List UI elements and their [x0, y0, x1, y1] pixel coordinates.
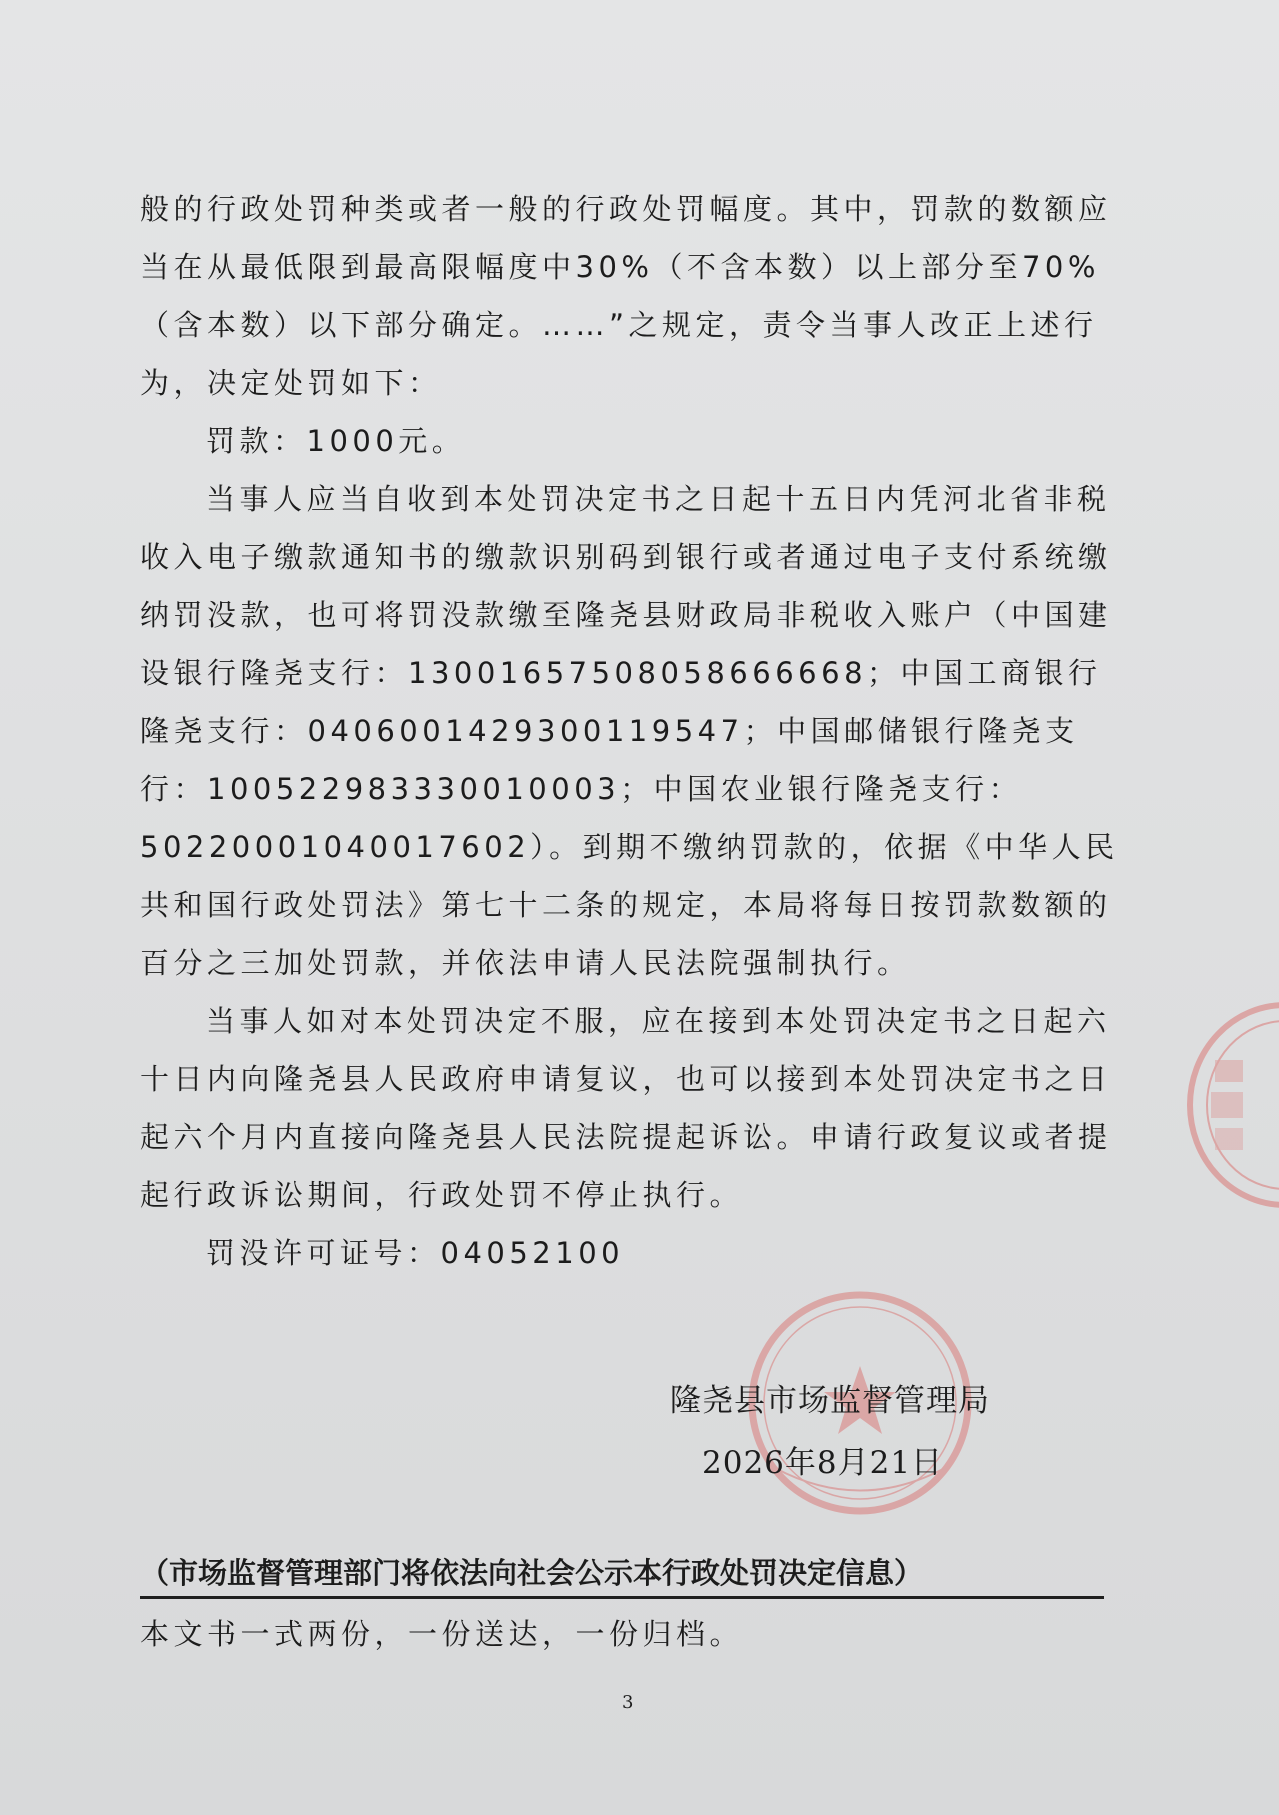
issuing-authority: 隆尧县市场监督管理局: [670, 1383, 990, 1419]
paragraph-payment-instructions: 当事人应当自收到本处罚决定书之日起十五日内凭河北省非税收入电子缴款通知书的缴款识别码到银行或者通过电子支付系统缴纳罚没款，也可将罚没款缴至隆尧县财政局非税收入账户（中国建设银行隆尧支行：13001657508058666668；中国工商银行隆尧支行：0406001429300119547；中国邮储银行隆尧支行：100522983330010003；中国农业银行隆尧支行：50220001040017602）。到期不缴纳罚款的，依据《中华人民共和国行政处罚法》第七十二条的规定，本局将每日按罚款数额的百分之三加处罚款，并依法申请人民法院强制执行。: [140, 482, 1119, 980]
paragraph-fine-amount: 罚款：1000元。: [206, 424, 466, 458]
page-number: 3: [622, 1692, 634, 1713]
document-body: [140, 180, 1130, 1282]
publicity-notice: （市场监督管理部门将依法向社会公示本行政处罚决定信息）: [140, 1552, 1104, 1599]
copies-note: 本文书一式两份，一份送达，一份归档。: [140, 1617, 744, 1651]
paragraph-license-number: 罚没许可证号：04052100: [206, 1236, 625, 1270]
signature-block: [670, 1370, 990, 1494]
edge-seal-stamp: [1175, 1000, 1279, 1210]
paragraph-penalty-basis: 般的行政处罚种类或者一般的行政处罚幅度。其中，罚款的数额应当在从最低限到最高限幅度中30%（不含本数）以上部分至70%（含本数）以下部分确定。……”之规定，责令当事人改正上述行为，决定处罚如下：: [140, 192, 1112, 400]
paragraph-appeal-rights: 当事人如对本处罚决定不服，应在接到本处罚决定书之日起六十日内向隆尧县人民政府申请复议，也可以接到本处罚决定书之日起六个月内直接向隆尧县人民法院提起诉讼。申请行政复议或者提起行政诉讼期间，行政处罚不停止执行。: [140, 1004, 1112, 1212]
issue-date: 2026年8月21日: [702, 1445, 944, 1481]
